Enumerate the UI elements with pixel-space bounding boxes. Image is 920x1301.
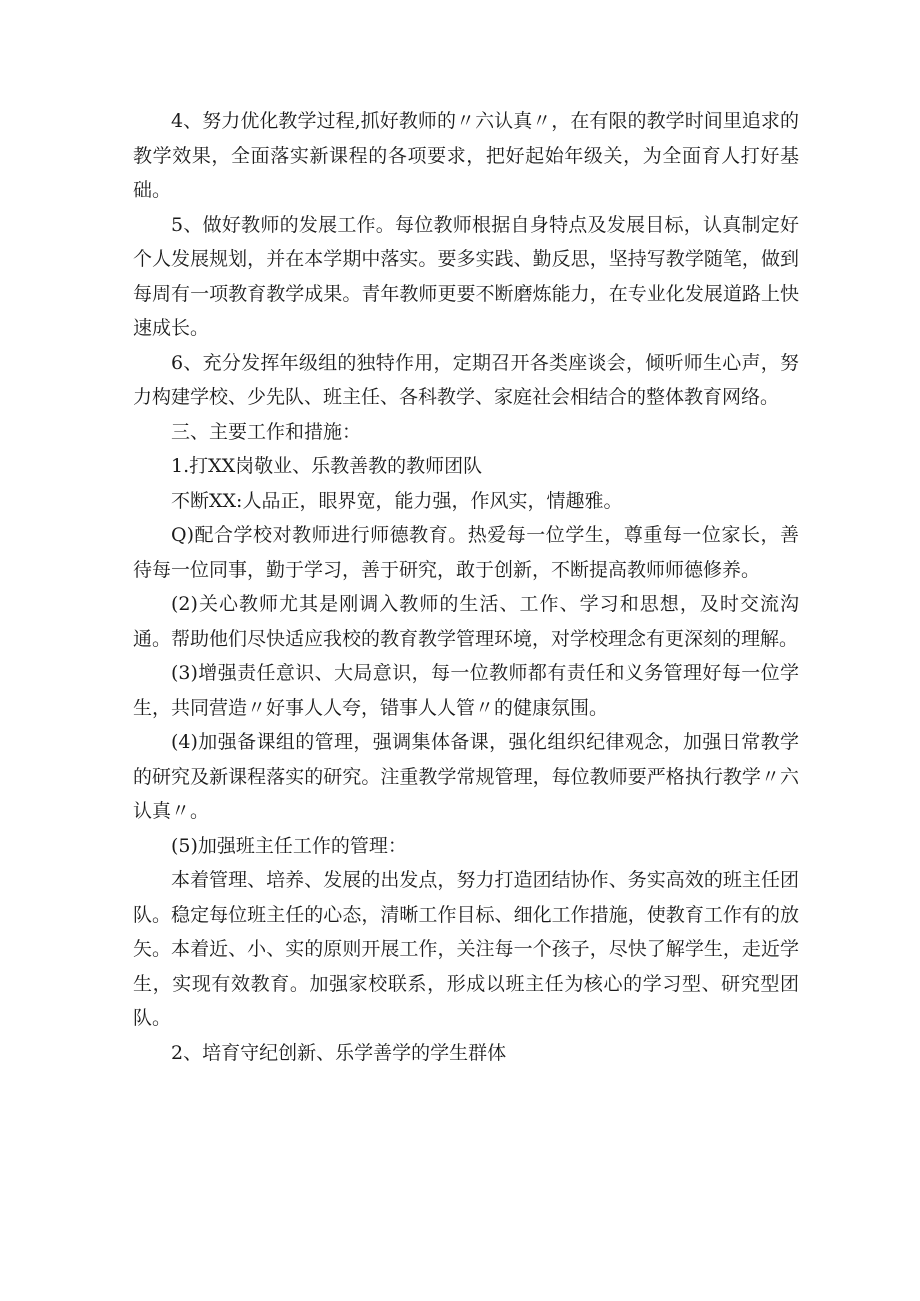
paragraph-class-teacher: 本着管理、培养、发展的出发点，努力打造团结协作、务实高效的班主任团队。稳定每位班主任的心态，清晰工作目标、细化工作措施，使教育工作有的放矢。本着近、小、实的原则开展工作，关注每一个孩子，尽快了解学生，走近学生，实现有效教育。加强家校联系，形成以班主任为核心的学习型、研究型团队。 xyxy=(133,869,799,1029)
paragraph-point-3: (3)增强责任意识、大局意识，每一位教师都有责任和义务管理好每一位学生，共同营造〃好事人人夸，错事人人管〃的健康氛围。 xyxy=(133,662,799,719)
document-page xyxy=(133,104,799,1070)
paragraph-item-6: 6、充分发挥年级组的独特作用，定期召开各类座谈会，倾听师生心声，努力构建学校、少先队、班主任、各科教学、家庭社会相结合的整体教育网络。 xyxy=(133,351,799,408)
section-heading-3: 三、主要工作和措施： xyxy=(171,420,362,443)
subsection-heading-1: 1.打XX岗敬业、乐教善教的教师团队 xyxy=(171,455,483,477)
paragraph-goals: 不断XX:人品正，眼界宽，能力强，作风实，情趣雅。 xyxy=(171,489,623,512)
paragraph-point-5: (5)加强班主任工作的管理： xyxy=(171,834,407,857)
paragraph-point-4: (4)加强备课组的管理，强调集体备课，强化组织纪律观念，加强日常教学的研究及新课程落实的研究。注重教学常规管理，每位教师要严格执行教学〃六认真〃。 xyxy=(133,731,799,822)
paragraph-point-1: Q)配合学校对教师进行师德教育。热爱每一位学生，尊重每一位家长，善待每一位同事，勤于学习，善于研究，敢于创新，不断提高教师师德修养。 xyxy=(133,524,799,581)
paragraph-point-2: (2)关心教师尤其是刚调入教师的生活、工作、学习和思想，及时交流沟通。帮助他们尽快适应我校的教育教学管理环境，对学校理念有更深刻的理解。 xyxy=(133,593,799,650)
paragraph-item-5: 5、做好教师的发展工作。每位教师根据自身特点及发展目标，认真制定好个人发展规划，并在本学期中落实。要多实践、勤反思，坚持写教学随笔，做到每周有一项教育教学成果。青年教师更要不断磨炼能力，在专业化发展道路上快速成长。 xyxy=(133,213,799,339)
paragraph-item-4: 4、努力优化教学过程,抓好教师的〃六认真〃，在有限的教学时间里追求的教学效果，全面落实新课程的各项要求，把好起始年级关，为全面育人打好基础。 xyxy=(133,110,799,201)
subsection-heading-2: 2、培育守纪创新、乐学善学的学生群体 xyxy=(171,1041,507,1064)
